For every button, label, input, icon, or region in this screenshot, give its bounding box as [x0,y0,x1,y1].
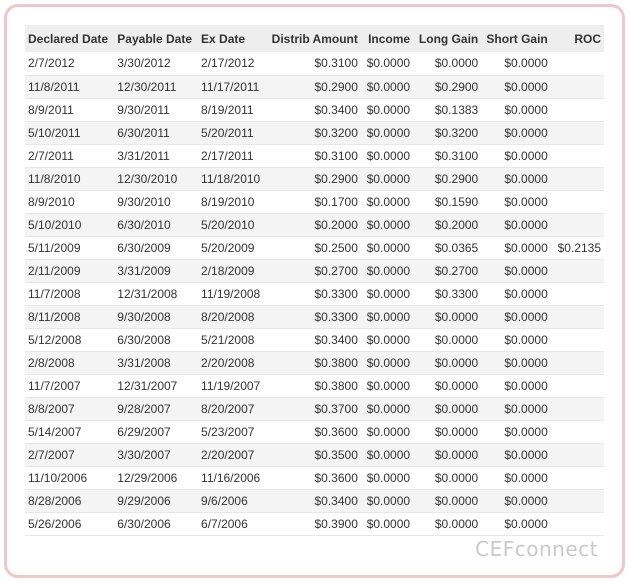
cell-income: $0.0000 [361,52,413,75]
cell-roc [551,167,604,190]
cell-payable-date: 12/31/2007 [114,374,198,397]
table-row [25,167,604,190]
table-row [25,259,604,282]
cell-distrib-amount: $0.3100 [267,144,361,167]
table-row [25,282,604,305]
cell-payable-date: 12/29/2006 [114,466,198,489]
cell-income: $0.0000 [361,420,413,443]
cell-long-gain: $0.3300 [413,282,481,305]
cell-short-gain: $0.0000 [481,167,551,190]
cell-distrib-amount: $0.3600 [267,466,361,489]
table-row [25,213,604,236]
column-header-declared-date: Declared Date [28,31,109,46]
cell-short-gain: $0.0000 [481,374,551,397]
cell-roc [551,282,604,305]
cell-declared-date: 8/11/2008 [25,305,114,328]
cell-ex-date: 11/17/2011 [198,75,267,98]
cell-ex-date: 6/7/2006 [198,512,267,535]
cell-short-gain: $0.0000 [481,351,551,374]
cell-ex-date: 5/20/2009 [198,236,267,259]
cell-payable-date: 3/30/2007 [114,443,198,466]
cell-long-gain: $0.0000 [413,466,481,489]
cell-declared-date: 2/8/2008 [25,351,114,374]
table-row [25,466,604,489]
cell-long-gain: $0.0000 [413,351,481,374]
cell-income: $0.0000 [361,213,413,236]
cell-ex-date: 8/19/2010 [198,190,267,213]
cell-declared-date: 11/7/2007 [25,374,114,397]
distribution-table [25,25,604,536]
cell-income: $0.0000 [361,351,413,374]
cell-income: $0.0000 [361,167,413,190]
table-row [25,328,604,351]
cell-long-gain: $0.0000 [413,489,481,512]
cell-long-gain: $0.2900 [413,167,481,190]
cell-short-gain: $0.0000 [481,259,551,282]
cell-distrib-amount: $0.2900 [267,75,361,98]
cell-ex-date: 8/20/2007 [198,397,267,420]
cell-short-gain: $0.0000 [481,466,551,489]
cell-long-gain: $0.0000 [413,512,481,535]
cell-ex-date: 5/23/2007 [198,420,267,443]
cell-payable-date: 9/28/2007 [114,397,198,420]
cell-declared-date: 2/7/2011 [25,144,114,167]
cell-distrib-amount: $0.3300 [267,282,361,305]
cell-ex-date: 2/20/2008 [198,351,267,374]
cell-payable-date: 3/31/2011 [114,144,198,167]
cell-distrib-amount: $0.3100 [267,52,361,75]
table-header-row [25,25,604,52]
cell-declared-date: 8/9/2011 [25,98,114,121]
cell-payable-date: 9/29/2006 [114,489,198,512]
cell-short-gain: $0.0000 [481,420,551,443]
table-body [25,52,604,535]
cell-income: $0.0000 [361,374,413,397]
cell-income: $0.0000 [361,305,413,328]
cell-declared-date: 5/11/2009 [25,236,114,259]
cell-ex-date: 11/19/2007 [198,374,267,397]
cell-short-gain: $0.0000 [481,236,551,259]
cell-income: $0.0000 [361,236,413,259]
cell-short-gain: $0.0000 [481,144,551,167]
cell-ex-date: 5/21/2008 [198,328,267,351]
cell-short-gain: $0.0000 [481,75,551,98]
cell-short-gain: $0.0000 [481,121,551,144]
cell-declared-date: 8/8/2007 [25,397,114,420]
cell-short-gain: $0.0000 [481,443,551,466]
cell-distrib-amount: $0.3600 [267,420,361,443]
cell-roc [551,121,604,144]
cell-roc [551,305,604,328]
cell-payable-date: 6/30/2006 [114,512,198,535]
cell-distrib-amount: $0.1700 [267,190,361,213]
cell-short-gain: $0.0000 [481,397,551,420]
cell-ex-date: 9/6/2006 [198,489,267,512]
table-row [25,121,604,144]
table-row [25,190,604,213]
cell-roc [551,98,604,121]
column-header-short-gain: Short Gain [486,31,548,46]
cell-short-gain: $0.0000 [481,52,551,75]
table-row [25,512,604,535]
cell-long-gain: $0.1590 [413,190,481,213]
table-row [25,75,604,98]
distribution-table-container [25,25,604,536]
cell-declared-date: 2/7/2012 [25,52,114,75]
table-row [25,144,604,167]
cell-income: $0.0000 [361,121,413,144]
cell-payable-date: 12/31/2008 [114,282,198,305]
cell-short-gain: $0.0000 [481,190,551,213]
cell-long-gain: $0.0000 [413,328,481,351]
cell-declared-date: 5/10/2010 [25,213,114,236]
cell-distrib-amount: $0.2700 [267,259,361,282]
cell-roc [551,259,604,282]
cell-distrib-amount: $0.3500 [267,443,361,466]
cell-long-gain: $0.0000 [413,420,481,443]
cell-distrib-amount: $0.3400 [267,98,361,121]
cell-income: $0.0000 [361,144,413,167]
cell-roc [551,75,604,98]
cell-long-gain: $0.3200 [413,121,481,144]
cell-payable-date: 6/30/2011 [114,121,198,144]
cell-income: $0.0000 [361,466,413,489]
cell-payable-date: 9/30/2011 [114,98,198,121]
cell-declared-date: 5/12/2008 [25,328,114,351]
cell-ex-date: 2/20/2007 [198,443,267,466]
cell-long-gain: $0.0000 [413,397,481,420]
cell-distrib-amount: $0.3300 [267,305,361,328]
table-row [25,236,604,259]
table-row [25,489,604,512]
table-row [25,351,604,374]
cell-income: $0.0000 [361,98,413,121]
cell-declared-date: 5/10/2011 [25,121,114,144]
cell-roc: $0.2135 [551,236,604,259]
cell-ex-date: 8/19/2011 [198,98,267,121]
cell-roc [551,397,604,420]
cell-roc [551,328,604,351]
cell-income: $0.0000 [361,75,413,98]
cell-income: $0.0000 [361,190,413,213]
cell-roc [551,213,604,236]
cell-distrib-amount: $0.3200 [267,121,361,144]
cell-payable-date: 3/31/2008 [114,351,198,374]
cell-income: $0.0000 [361,443,413,466]
cell-ex-date: 2/17/2012 [198,52,267,75]
cell-distrib-amount: $0.3900 [267,512,361,535]
cell-long-gain: $0.2700 [413,259,481,282]
cell-distrib-amount: $0.3800 [267,374,361,397]
cell-payable-date: 6/30/2009 [114,236,198,259]
cell-short-gain: $0.0000 [481,98,551,121]
cell-income: $0.0000 [361,489,413,512]
cell-long-gain: $0.0000 [413,443,481,466]
cell-long-gain: $0.2900 [413,75,481,98]
cell-declared-date: 2/7/2007 [25,443,114,466]
cell-income: $0.0000 [361,397,413,420]
cell-distrib-amount: $0.2900 [267,167,361,190]
column-header-payable-date: Payable Date [117,31,193,46]
column-header-roc: ROC [574,31,601,46]
cell-income: $0.0000 [361,512,413,535]
cell-declared-date: 8/28/2006 [25,489,114,512]
cell-roc [551,443,604,466]
table-row [25,98,604,121]
table-row [25,305,604,328]
cell-ex-date: 5/20/2011 [198,121,267,144]
cell-ex-date: 8/20/2008 [198,305,267,328]
cell-short-gain: $0.0000 [481,213,551,236]
cell-income: $0.0000 [361,328,413,351]
cell-ex-date: 11/18/2010 [198,167,267,190]
cell-payable-date: 12/30/2011 [114,75,198,98]
cell-distrib-amount: $0.3400 [267,328,361,351]
cell-roc [551,52,604,75]
cell-declared-date: 5/26/2006 [25,512,114,535]
cell-declared-date: 11/8/2011 [25,75,114,98]
cell-declared-date: 8/9/2010 [25,190,114,213]
cell-roc [551,489,604,512]
cell-declared-date: 11/8/2010 [25,167,114,190]
cell-declared-date: 5/14/2007 [25,420,114,443]
cell-short-gain: $0.0000 [481,328,551,351]
cell-ex-date: 11/16/2006 [198,466,267,489]
table-header [25,25,604,52]
cell-declared-date: 2/11/2009 [25,259,114,282]
cell-distrib-amount: $0.3400 [267,489,361,512]
cell-declared-date: 11/10/2006 [25,466,114,489]
cell-ex-date: 2/18/2009 [198,259,267,282]
cell-payable-date: 9/30/2008 [114,305,198,328]
table-row [25,374,604,397]
cell-payable-date: 9/30/2010 [114,190,198,213]
cell-distrib-amount: $0.3800 [267,351,361,374]
table-row [25,52,604,75]
cell-long-gain: $0.0000 [413,374,481,397]
cell-ex-date: 5/20/2010 [198,213,267,236]
cell-short-gain: $0.0000 [481,489,551,512]
column-header-ex-date: Ex Date [201,31,246,46]
table-row [25,443,604,466]
cell-roc [551,420,604,443]
cell-short-gain: $0.0000 [481,282,551,305]
cell-roc [551,190,604,213]
column-header-long-gain: Long Gain [418,31,479,46]
cell-distrib-amount: $0.2500 [267,236,361,259]
table-row [25,397,604,420]
cell-roc [551,144,604,167]
cell-payable-date: 6/29/2007 [114,420,198,443]
cell-payable-date: 3/31/2009 [114,259,198,282]
cefconnect-logo: CEFconnect [475,537,598,561]
cell-ex-date: 11/19/2008 [198,282,267,305]
cell-long-gain: $0.0365 [413,236,481,259]
cell-roc [551,351,604,374]
cell-income: $0.0000 [361,259,413,282]
column-header-distrib-amount: Distrib Amount [271,31,358,46]
cell-long-gain: $0.0000 [413,52,481,75]
cell-long-gain: $0.1383 [413,98,481,121]
cell-payable-date: 3/30/2012 [114,52,198,75]
cell-income: $0.0000 [361,282,413,305]
cell-ex-date: 2/17/2011 [198,144,267,167]
table-row [25,420,604,443]
cell-roc [551,374,604,397]
cell-payable-date: 12/30/2010 [114,167,198,190]
cell-distrib-amount: $0.2000 [267,213,361,236]
cell-payable-date: 6/30/2010 [114,213,198,236]
column-header-income: Income [368,31,411,46]
cell-payable-date: 6/30/2008 [114,328,198,351]
cell-short-gain: $0.0000 [481,305,551,328]
distribution-history-panel [4,4,625,578]
cell-distrib-amount: $0.3700 [267,397,361,420]
cell-long-gain: $0.0000 [413,305,481,328]
cell-roc [551,466,604,489]
cell-long-gain: $0.2000 [413,213,481,236]
cell-long-gain: $0.3100 [413,144,481,167]
cell-roc [551,512,604,535]
cell-declared-date: 11/7/2008 [25,282,114,305]
cell-short-gain: $0.0000 [481,512,551,535]
